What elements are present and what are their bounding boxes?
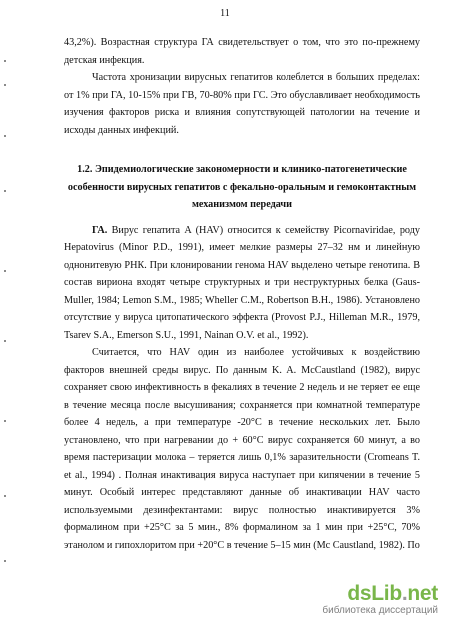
section-heading: 1.2. Эпидемиологические закономерности и клинико-патогенетические особенности вирусных гепатитов с фекально-оральным и гемоконтактным механизмом передачи [67,164,417,210]
paragraph-text: Вирус гепатита A (HAV) относится к семейству Picornaviridae, роду Hepatovirus (Minor P.D., 1991), имеет мелкие размеры 27–32 нм и линейную однонитевую РНК. При клонировании генома HAV выделено четыре генотипа. В состав вириона входят четыре структурных и три неструктурных белка (Gaus-Muller, 1984; Lemon S.M., 1985; Wheller C.M., Robertson B.H., 1986). Установлено отсутствие у вируса цитопатического эффекта (Provost P.J., Hilleman M.R., 1979, Tsarev S.A., Emerson S.U., 1991, Nainan O.V. et al., 1992). [64,224,420,341]
paragraph-stability [64,344,420,554]
margin-mark [4,420,6,422]
margin-mark [4,60,6,62]
paragraph-chronization: Частота хронизации вирусных гепатитов колеблется в больших пределах: от 1% при ГА, 10-15% при ГВ, 70-80% при ГС. Это обуславливает необходимость изучения факторов риска и влияния сопутствующей патологии на течение и исходы данных инфекций. [64,72,420,136]
paragraph-continued: 43,2%). Возрастная структура ГА свидетельствует о том, что это по-прежнему детская инфекция. [64,37,420,66]
paragraph-lead: ГА. [92,224,108,236]
watermark-tagline: библиотека диссертаций [322,605,438,616]
watermark-logo-dot: . [401,582,408,605]
margin-mark [4,270,6,272]
margin-mark [4,135,6,137]
watermark [300,583,438,617]
margin-marks [2,40,12,580]
document-body [64,34,420,554]
margin-mark [4,495,6,497]
margin-mark [4,560,6,562]
page-number: 11 [220,8,230,19]
paragraph-hav [64,222,420,345]
paragraph-text: Считается, что HAV один из наиболее устойчивых к воздействию факторов внешней среды вирус. По данным K. A. McCaustland (1982), вирус сохраняет свою инфективность в фекалиях в течение 2 недель и не теряет ее еще в течение месяца после высушивания; сохраняется при комнатной температуре более 4 недель, а при температуре -20°C в течение нескольких лет. Было установлено, что при нагревании до + 60°C вирус сохраняется 60 минут, а во время пастеризации молока – теряется лишь 0,1% заразительности (Cromeans T. et al., 1994) . Полная инактивация вируса наступает при кипячении в течение 5 минут. Особый интерес представляют данные об инактивации HAV часто используемыми дезинфектантами: вирус полностью инактивируется 3% формалином при +25°C за 5 мин., 8% формалином за 1 мин при +25°C, 70% этанолом и гипохлоритом при +20°C в течение 5–15 мин (Mc Caustland, 1982). По [64,347,420,551]
margin-mark [4,190,6,192]
margin-mark [4,84,6,86]
watermark-logo-tld: net [407,582,438,605]
margin-mark [4,340,6,342]
watermark-logo [347,583,438,605]
watermark-logo-main: dsLib [347,582,402,605]
